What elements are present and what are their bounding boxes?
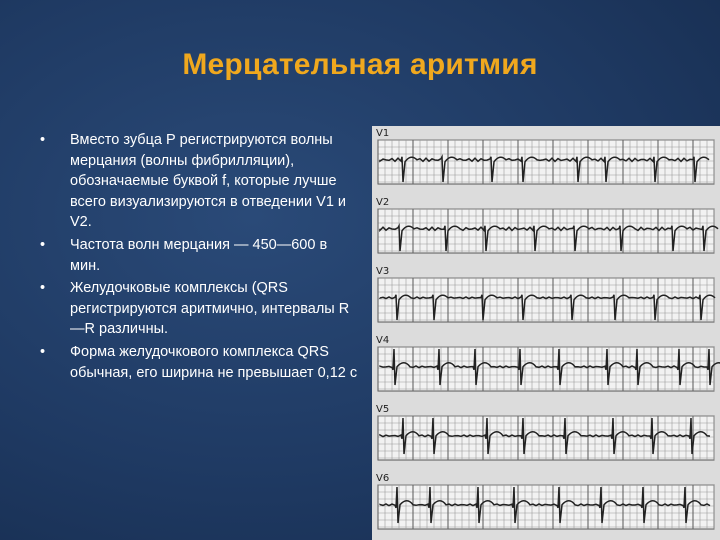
bullet-item	[40, 278, 360, 340]
bullet-item	[40, 342, 360, 383]
slide-title: Мерцательная аритмия	[182, 48, 538, 81]
bullet-marker: •	[40, 343, 46, 360]
bullet-item	[40, 235, 360, 276]
ecg-lead-label: V3	[376, 266, 390, 277]
ecg-figure	[372, 126, 720, 540]
ecg-lead-label: V1	[376, 128, 390, 139]
ecg-strips	[372, 126, 720, 540]
bullet-text: Частота волн мерцания — 450—600 в мин.	[70, 236, 328, 274]
bullet-list	[40, 130, 360, 385]
bullet-marker: •	[40, 280, 46, 297]
ecg-lead-label: V6	[376, 473, 390, 484]
bullet-marker: •	[40, 236, 46, 253]
ecg-lead-label: V2	[376, 197, 390, 208]
bullet-text: Вместо зубца Р регистрируются волны мерцания (волны фибрилляции), обозначаемые буквой f, которые лучше всего визуализируются в отведении V1 и V2.	[70, 132, 347, 231]
bullet-item	[40, 130, 360, 233]
ecg-lead-label: V5	[376, 404, 390, 415]
bullet-text: Желудочковые комплексы (QRS регистрируются аритмично, интервалы R—R различны.	[70, 280, 350, 338]
ecg-lead-label: V4	[376, 335, 390, 346]
bullet-text: Форма желудочкового комплекса QRS обычная, его ширина не превышает 0,12 с	[70, 343, 358, 381]
bullet-marker: •	[40, 132, 46, 148]
